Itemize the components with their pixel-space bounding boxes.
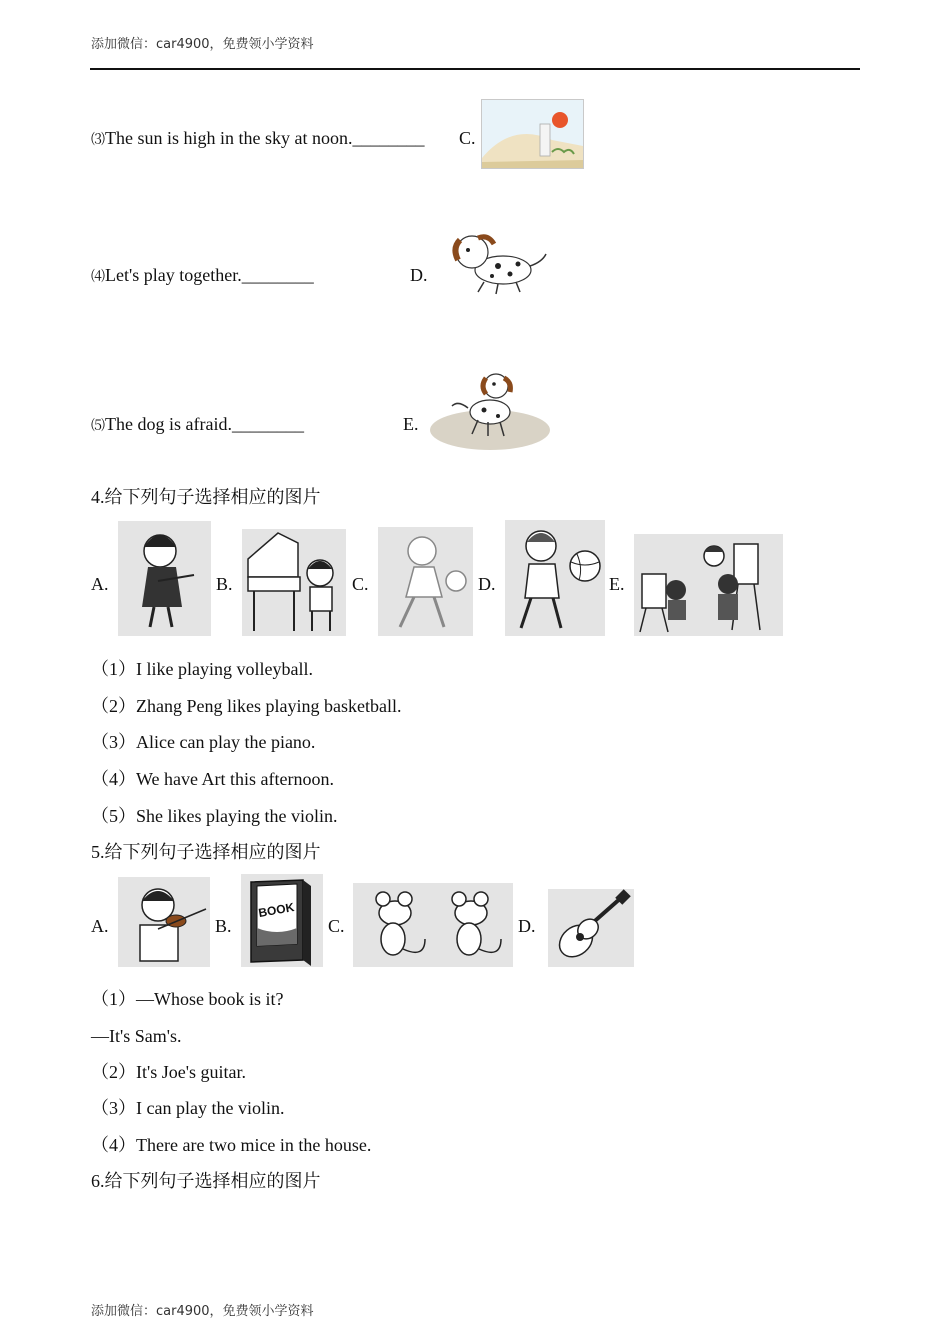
dog-playing-picture [448, 226, 548, 296]
q4-option-e: E. [609, 574, 625, 594]
q5-option-b: B. [215, 916, 232, 936]
q4-sentence-2: （2）Zhang Peng likes playing basketball. [91, 696, 402, 716]
afraid-dog-picture [428, 368, 553, 454]
sun-noon-picture [481, 99, 584, 169]
boy-basketball-picture [378, 527, 473, 636]
book-cover-label: BOOK [257, 900, 296, 921]
q4-sentence-3: （3）Alice can play the piano. [91, 732, 316, 752]
boy-volleyball-picture [505, 520, 605, 636]
q4-option-c: C. [352, 574, 369, 594]
q4-option-b: B. [216, 574, 233, 594]
q5-sentence-2: （2）It's Joe's guitar. [91, 1062, 246, 1082]
q3-item-5 [91, 415, 304, 434]
item-text: The sun is high in the sky at noon.________ [105, 128, 425, 148]
q4-title: 4.给下列句子选择相应的图片 [91, 487, 321, 507]
q5-sentence-1: （1）—Whose book is it? [91, 989, 284, 1009]
q5-sentence-1-answer: —It's Sam's. [91, 1026, 182, 1046]
q5-option-c: C. [328, 916, 345, 936]
page-footer: 添加微信：car4900，免费领小学资料 [91, 1304, 314, 1319]
q5-option-a: A. [91, 916, 109, 936]
item-number: ⑶ [91, 133, 105, 148]
q4-option-d: D. [478, 574, 496, 594]
q3-item-3 [91, 129, 424, 148]
item-text: The dog is afraid.________ [105, 414, 304, 434]
page-header: 添加微信：car4900，免费领小学资料 [91, 37, 314, 52]
q5-sentence-3: （3）I can play the violin. [91, 1098, 285, 1118]
q6-title: 6.给下列句子选择相应的图片 [91, 1171, 321, 1191]
two-mice-picture [353, 883, 513, 967]
q3-option-c: C. [459, 128, 476, 148]
kids-art-class-picture [634, 534, 783, 636]
q3-item-4 [91, 266, 314, 285]
q4-option-a: A. [91, 574, 109, 594]
q5-option-d: D. [518, 916, 536, 936]
q5-title: 5.给下列句子选择相应的图片 [91, 842, 321, 862]
item-text: Let's play together.________ [105, 265, 314, 285]
item-number: ⑸ [91, 419, 105, 434]
q4-sentence-1: （1）I like playing volleyball. [91, 659, 313, 679]
q3-option-e: E. [403, 414, 419, 434]
header-rule [90, 68, 860, 70]
q4-sentence-5: （5）She likes playing the violin. [91, 806, 338, 826]
boy-violin-picture [118, 877, 210, 967]
item-number: ⑷ [91, 270, 105, 285]
girl-piano-picture [242, 529, 346, 636]
guitar-picture [548, 889, 634, 967]
book-picture [241, 874, 323, 967]
girl-violin-picture [118, 521, 211, 636]
q5-sentence-4: （4）There are two mice in the house. [91, 1135, 372, 1155]
q3-option-d: D. [410, 265, 428, 285]
q4-sentence-4: （4）We have Art this afternoon. [91, 769, 334, 789]
